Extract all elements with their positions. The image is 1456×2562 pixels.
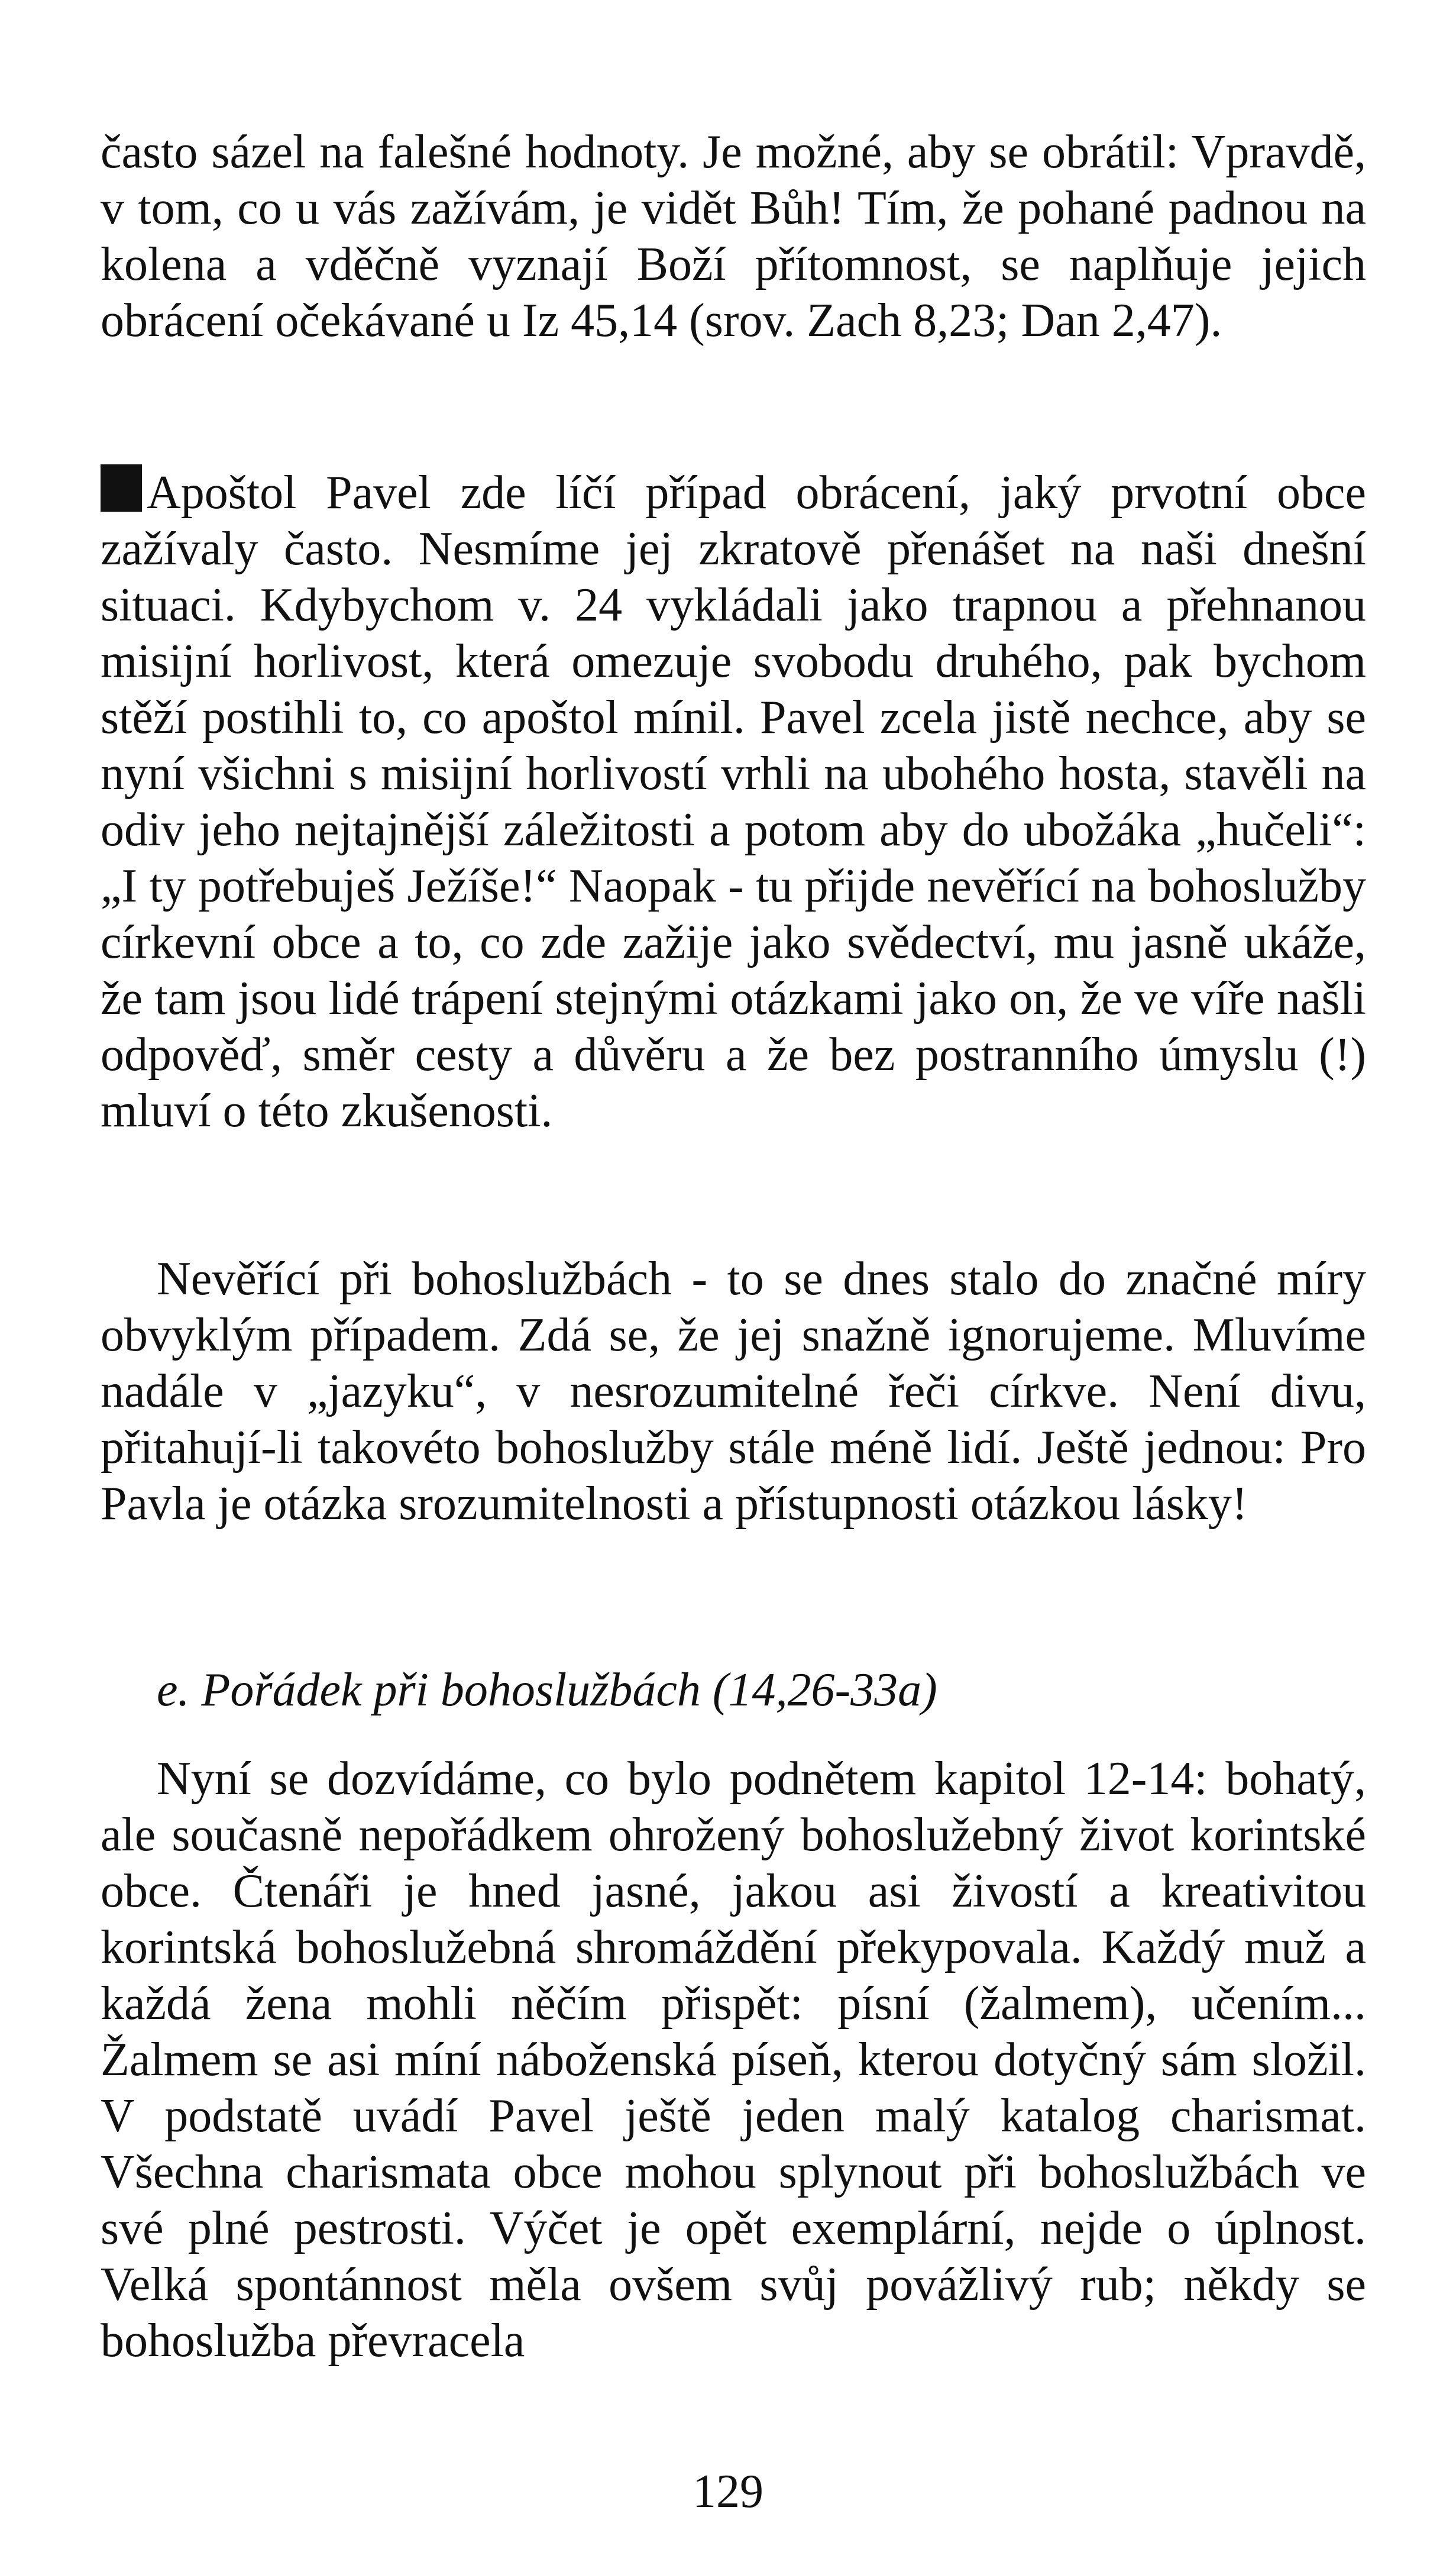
section-heading: e. Pořádek při bohoslužbách (14,26-33a) xyxy=(157,1664,937,1716)
paragraph-text: Nevěřící při bohoslužbách - to se dnes stalo do značné míry obvyklým případem. Zdá se, že jej snažně ignorujeme. Mluvíme nadále v „jazyku“, v nesrozumitelné řeči církve. Není divu, přitahují-li takovéto bohoslužby stále méně lidí. Ještě jednou: Pro Pavla je otázka srozumitelnosti a přístupnosti otázkou lásky! xyxy=(101,1253,1366,1530)
paragraph-order xyxy=(101,1751,1366,2369)
page-number: 129 xyxy=(693,2466,763,2518)
paragraph-unbelievers xyxy=(101,1251,1366,1532)
paragraph-text: Nyní se dozvídáme, co bylo podnětem kapitol 12-14: bohatý, ale současně nepořádkem ohrožený bohoslužebný život korintské obce. Čtenáři je hned jasné, jakou asi živostí a kreativitou korintská bohoslužebná shromáždění překypovala. Každý muž a každá žena mohli něčím přispět: písní (žalmem), učením... Žalmem se asi míní náboženská píseň, kterou dotyčný sám složil. V podstatě uvádí Pavel ještě jeden malý katalog charismat. Všechna charismata obce mohou splynout při bohoslužbách ve své plné pestrosti. Výčet je opět exemplární, nejde o úplnost. Velká spontánnost měla ovšem svůj povážlivý rub; někdy se bohoslužba převracela xyxy=(101,1753,1366,2367)
paragraph-text: často sázel na falešné hodnoty. Je možné, aby se obrátil: Vpravdě, v tom, co u vás zažívám, je vidět Bůh! Tím, že pohané padnou na kolena a vděčně vyznají Boží přítomnost, se naplňuje jejich obrácení očekávané u Iz 45,14 (srov. Zach 8,23; Dan 2,47). xyxy=(101,126,1366,347)
paragraph-continuation xyxy=(101,124,1366,349)
paragraph-section-marker xyxy=(101,464,1366,1139)
section-marker-icon xyxy=(101,464,142,512)
paragraph-text: Apoštol Pavel zde líčí případ obrácení, jaký prvotní obce zažívaly často. Nesmíme jej zkratově přenášet na naši dnešní situaci. Kdybychom v. 24 vykládali jako trapnou a přehnanou misijní horlivost, která omezuje svobodu druhého, pak bychom stěží postihli to, co apoštol mínil. Pavel zcela jistě nechce, aby se nyní všichni s misijní horlivostí vrhli na ubohého hosta, stavěli na odiv jeho nejtajnější záležitosti a potom aby do ubožáka „hučeli“: „I ty potřebuješ Ježíše!“ Naopak - tu přijde nevěřící na bohoslužby církevní obce a to, co zde zažije jako svědectví, mu jasně ukáže, že tam jsou lidé trápení stejnými otázkami jako on, že ve víře našli odpověď, směr cesty a důvěru a že bez postranního úmyslu (!) mluví o této zkušenosti. xyxy=(101,467,1366,1137)
